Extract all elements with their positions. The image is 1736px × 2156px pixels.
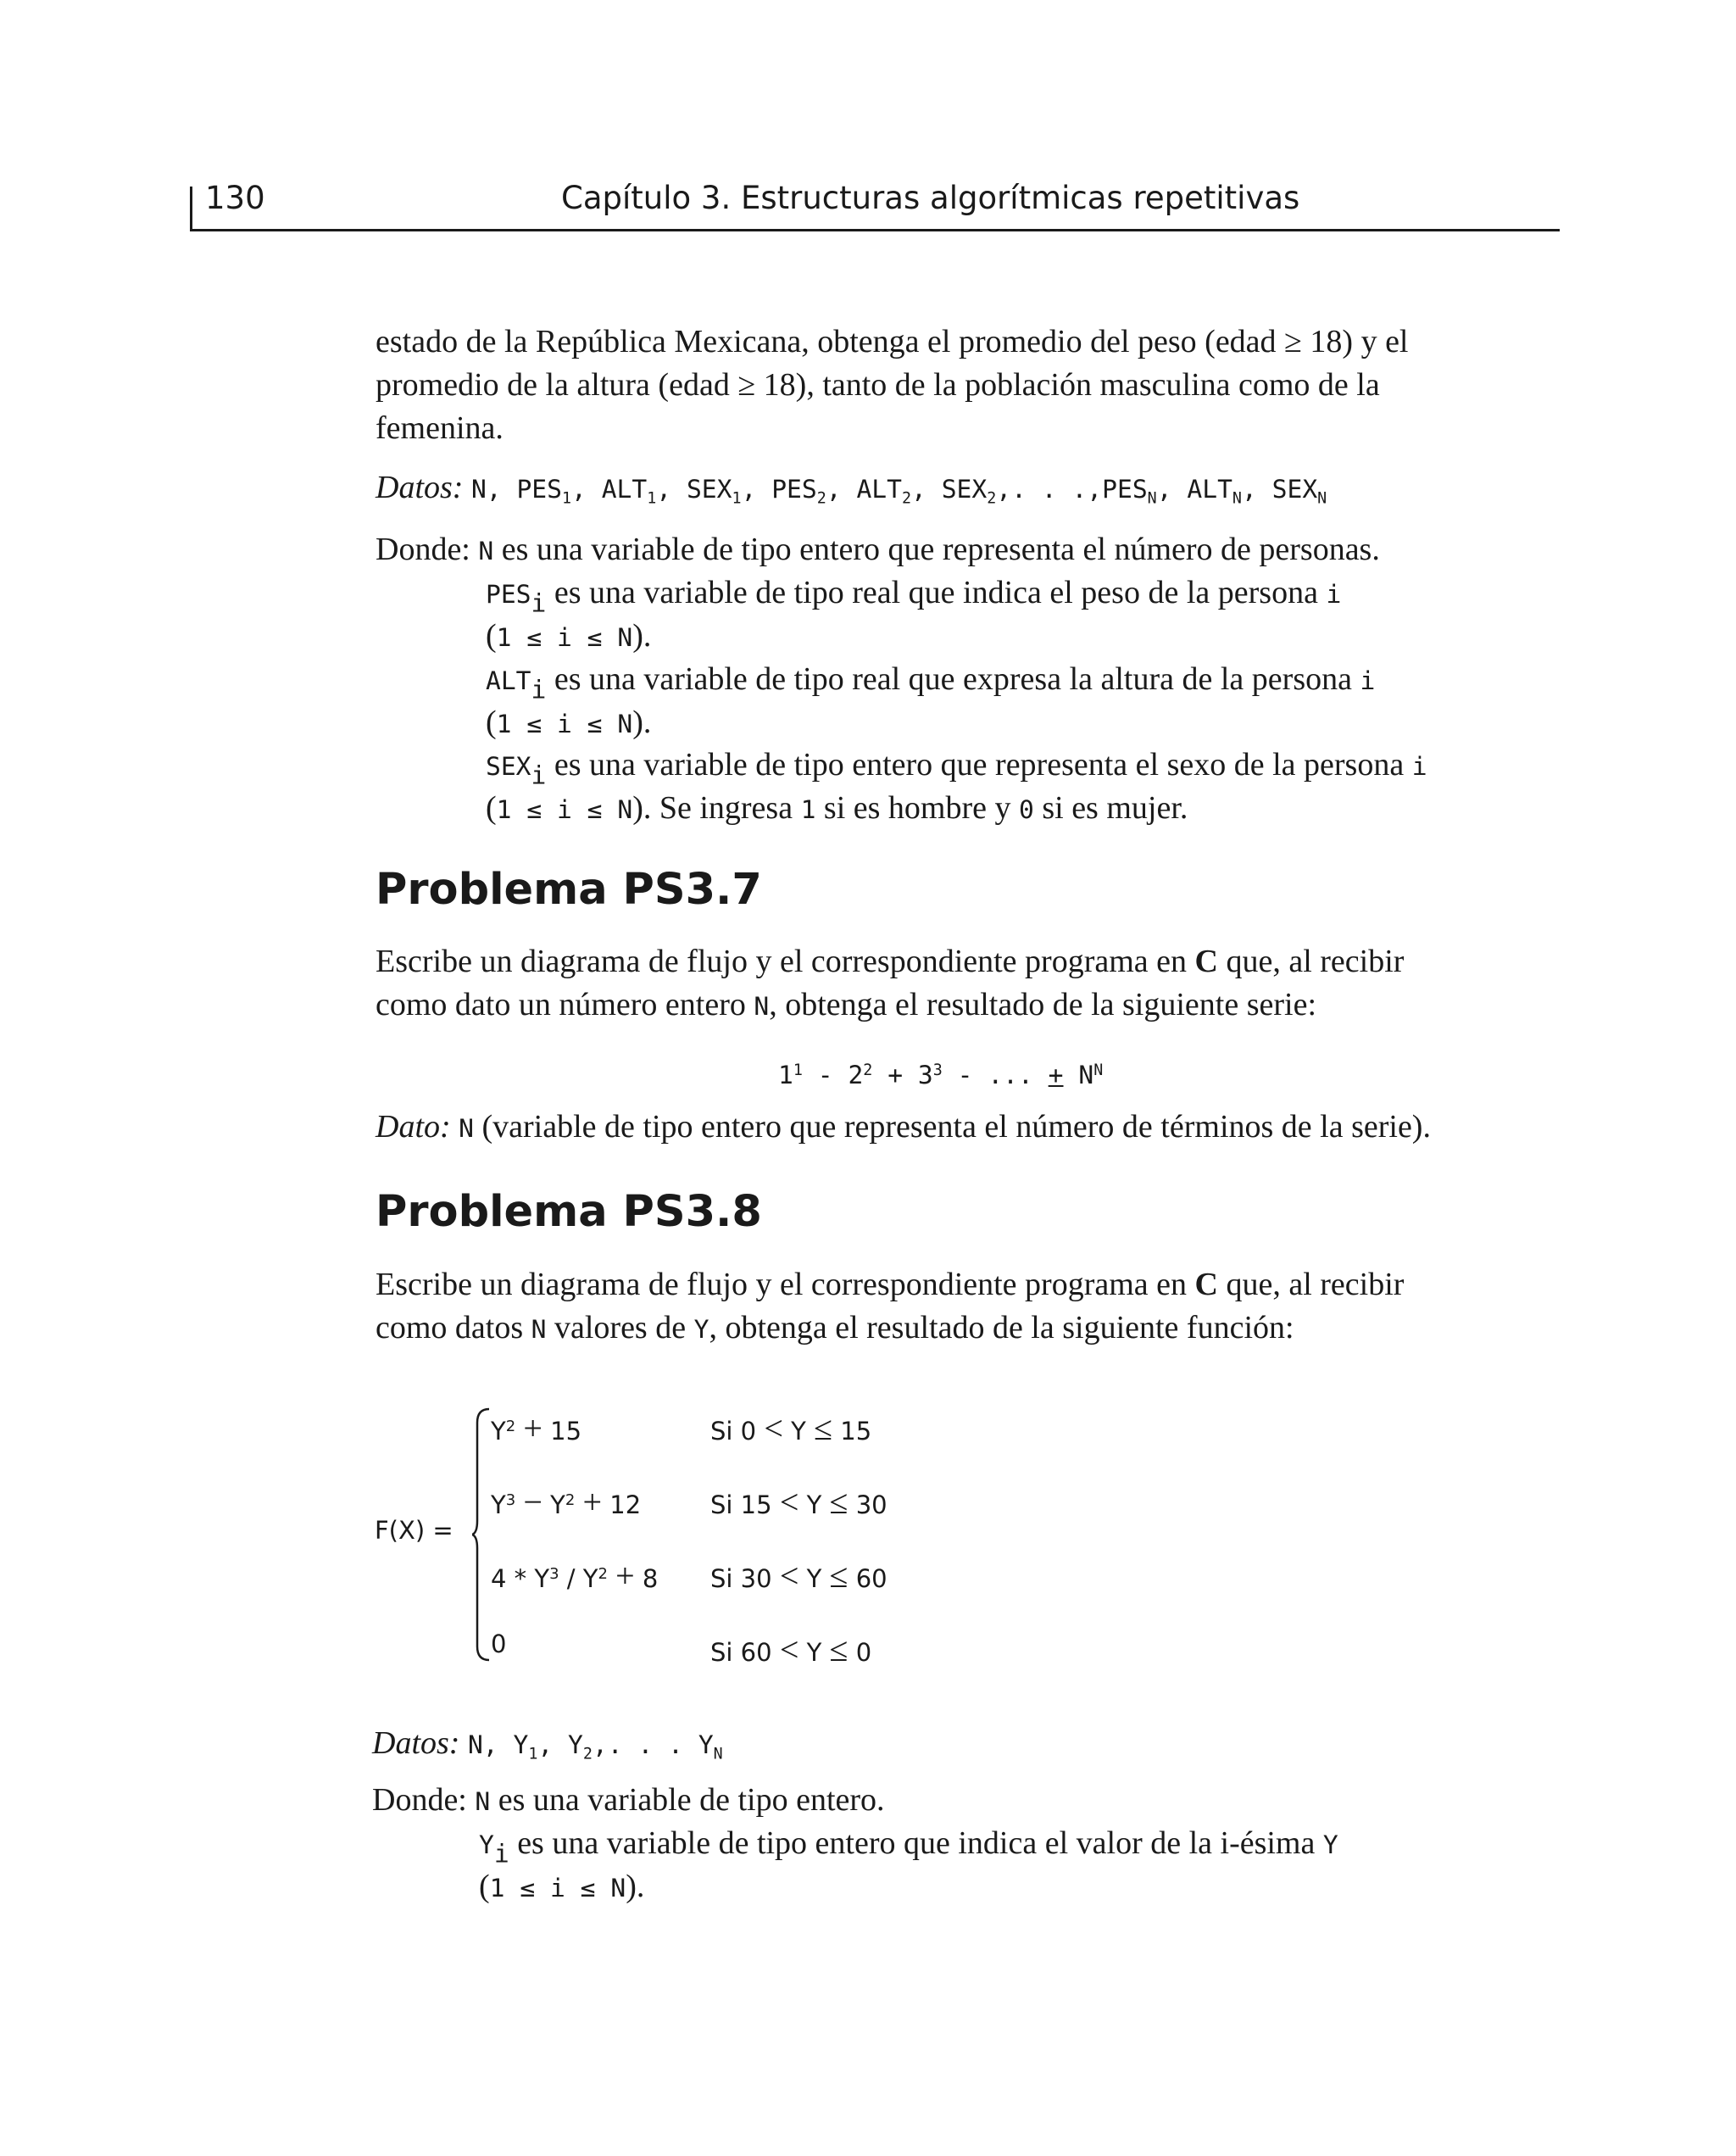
sex-desc: es una variable de tipo entero que representa el sexo de la persona [554, 747, 1405, 783]
var-n: N [475, 1786, 491, 1816]
term: 1 [778, 1060, 793, 1089]
operator: - [957, 1060, 973, 1089]
range: 1 ≤ i ≤ N [489, 1873, 626, 1903]
pes-definition [486, 574, 1342, 618]
exponent: N [1093, 1061, 1104, 1079]
var-sub: 1 [732, 489, 742, 508]
var-sexn: SEX [1271, 474, 1318, 504]
donde-label: Donde: [372, 1782, 467, 1818]
chapter-title: Capítulo 3. Estructuras algorítmicas repetitivas [561, 180, 1300, 216]
donde-line [376, 531, 1380, 568]
pes-range: (1 ≤ i ≤ N). [486, 618, 652, 654]
series-text [778, 1060, 1103, 1089]
case-expr: $4 * Y^3 / Y^2 + 8$ [491, 1557, 659, 1595]
exponent: 2 [863, 1061, 873, 1079]
ellipsis: ,. . ., [996, 474, 1103, 504]
var-sub: N [1317, 489, 1327, 508]
language-c: C [1194, 1267, 1218, 1302]
case-cond: Si 15 < Y ≤ 30 [710, 1483, 887, 1521]
case-cond: Si 0 < Y ≤ 15 [710, 1409, 872, 1447]
var-sub: 2 [582, 1745, 593, 1763]
y-definition [479, 1825, 1338, 1869]
case-expr: $Y^2 + 15$ [491, 1409, 582, 1447]
alt-desc: es una variable de tipo real que expresa la altura de la persona [554, 661, 1352, 697]
var-pesn: PES [1102, 474, 1148, 504]
y-range: (1 ≤ i ≤ N). [479, 1869, 645, 1904]
donde-desc: es una variable de tipo entero. [498, 1782, 885, 1818]
value-zero: 0 [1019, 794, 1034, 824]
var-n: N [754, 991, 770, 1021]
function-lhs: F(X) = [375, 1516, 453, 1545]
var-sub: 2 [901, 489, 912, 508]
left-brace [472, 1407, 491, 1662]
var-sex1: SEX [686, 474, 732, 504]
exponent: 3 [932, 1061, 943, 1079]
var-sub: 2 [816, 489, 826, 508]
term: 2 [848, 1060, 864, 1089]
datos-line [372, 1724, 723, 1762]
case-cond: Si 30 < Y ≤ 60 [710, 1557, 887, 1595]
ps38-line [376, 1309, 1294, 1346]
var-sex: SEX [486, 751, 531, 781]
text: valores de [554, 1310, 687, 1345]
var-yn: Y [698, 1730, 714, 1759]
pes-desc: es una variable de tipo real que indica el peso de la persona [554, 575, 1318, 610]
case-cond: Si 60 < Y ≤ 0 [710, 1630, 872, 1669]
datos-label: Datos: [372, 1725, 460, 1761]
alt-range: (1 ≤ i ≤ N). [486, 705, 652, 740]
datos-line [376, 469, 1327, 506]
operator: - [817, 1060, 833, 1089]
var-pes: PES [486, 579, 531, 609]
ps37-line [376, 986, 1316, 1023]
var-n: N [459, 1113, 474, 1143]
var-sub: N [713, 1745, 723, 1763]
var-n: N [470, 474, 487, 504]
var-y: Y [693, 1314, 709, 1344]
var-y: Y [1322, 1830, 1338, 1859]
var-sub: i [531, 674, 547, 705]
case-expr: 0 [491, 1630, 507, 1658]
term: N [1078, 1060, 1094, 1089]
var-sub: i [493, 1838, 509, 1869]
donde-line [372, 1781, 885, 1819]
var-y2: Y [568, 1730, 583, 1759]
operator: + [887, 1060, 904, 1089]
dato-label: Dato: [376, 1109, 451, 1145]
text: que, al recibir [1226, 944, 1405, 979]
var-sub: i [531, 588, 547, 618]
plus-minus: + [1048, 1060, 1064, 1089]
text: que, al recibir [1226, 1267, 1405, 1302]
var-n: N [531, 1314, 547, 1344]
datos-label: Datos: [376, 470, 464, 505]
var-sub: i [531, 760, 547, 790]
var-n: N [467, 1730, 483, 1759]
var-sub: 2 [987, 489, 997, 508]
var-sub: 1 [528, 1745, 538, 1763]
text: Escribe un diagrama de flujo y el correspondiente programa en [376, 944, 1188, 979]
range: 1 ≤ i ≤ N [496, 794, 633, 824]
range: 1 ≤ i ≤ N [496, 709, 633, 738]
var-y1: Y [513, 1730, 529, 1759]
section-heading: Problema PS3.7 [376, 865, 762, 915]
var-i: i [1360, 666, 1376, 695]
exponent: 1 [793, 1061, 803, 1079]
intro-line: estado de la República Mexicana, obtenga el promedio del peso (edad ≥ 18) y el [376, 324, 1409, 359]
sex-definition [486, 746, 1427, 790]
var-n: N [478, 536, 494, 565]
sex-note: si es hombre y [823, 790, 1011, 826]
var-i: i [1326, 579, 1342, 609]
sex-range: (1 ≤ i ≤ N). Se ingresa 1 si es hombre y 0 si es mujer. [486, 790, 1188, 826]
header-rule [190, 187, 192, 231]
intro-paragraph [376, 320, 1579, 450]
var-alt2: ALT [856, 474, 902, 504]
var-pes1: PES [516, 474, 562, 504]
var-sub: N [1232, 489, 1242, 508]
donde-desc: es una variable de tipo entero que representa el número de personas. [501, 532, 1380, 567]
term: 3 [917, 1060, 933, 1089]
var-sub: 1 [647, 489, 657, 508]
var-pes2: PES [771, 474, 817, 504]
text: , obtenga el resultado de la siguiente serie: [769, 987, 1316, 1022]
var-sex2: SEX [941, 474, 988, 504]
ps38-line [376, 1266, 1404, 1303]
var-alt1: ALT [601, 474, 648, 504]
var-altn: ALT [1187, 474, 1232, 504]
var-i: i [1411, 751, 1427, 781]
ellipsis: ,. . . [592, 1730, 683, 1759]
section-heading: Problema PS3.8 [376, 1187, 762, 1237]
ps37-line [376, 943, 1404, 980]
text: como dato un número entero [376, 987, 746, 1022]
sex-note: si es mujer. [1042, 790, 1188, 826]
dato-desc: (variable de tipo entero que representa el número de términos de la serie). [481, 1109, 1431, 1145]
intro-line: promedio de la altura (edad ≥ 18), tanto de la población masculina como de la [376, 367, 1380, 403]
var-sub: 1 [561, 489, 572, 508]
case-expr: $Y^3 - Y^2 + 12$ [491, 1483, 642, 1521]
series-formula [778, 1055, 1103, 1092]
range: 1 ≤ i ≤ N [496, 622, 633, 652]
y-desc: es una variable de tipo entero que indica el valor de la i-ésima [517, 1825, 1316, 1861]
value-one: 1 [800, 794, 816, 824]
var-alt: ALT [486, 666, 531, 695]
alt-definition [486, 660, 1376, 705]
running-header [190, 175, 1560, 231]
intro-line: femenina. [376, 410, 504, 446]
donde-label: Donde: [376, 532, 470, 567]
page-number: 130 [205, 180, 265, 216]
text: como datos [376, 1310, 524, 1345]
text: Escribe un diagrama de flujo y el correspondiente programa en [376, 1267, 1188, 1302]
language-c: C [1194, 944, 1218, 979]
var-y: Y [479, 1830, 494, 1859]
dato-line [376, 1108, 1431, 1145]
text: , obtenga el resultado de la siguiente función: [709, 1310, 1294, 1345]
datos-var-list: N, $PES_1$, $ALT_1$, $SEX_1$, $PES_2$, $ALT_2$, $SEX_2$,. . $.,PES_N$, $ALT_N$, $SEX_N$ [470, 474, 1327, 508]
ellipsis: ... [988, 1060, 1033, 1089]
datos-var-list: N, $Y_1$, $Y_2$,. . . $Y_N$ [467, 1730, 723, 1763]
var-sub: N [1147, 489, 1157, 508]
sex-note: . Se ingresa [643, 790, 793, 826]
